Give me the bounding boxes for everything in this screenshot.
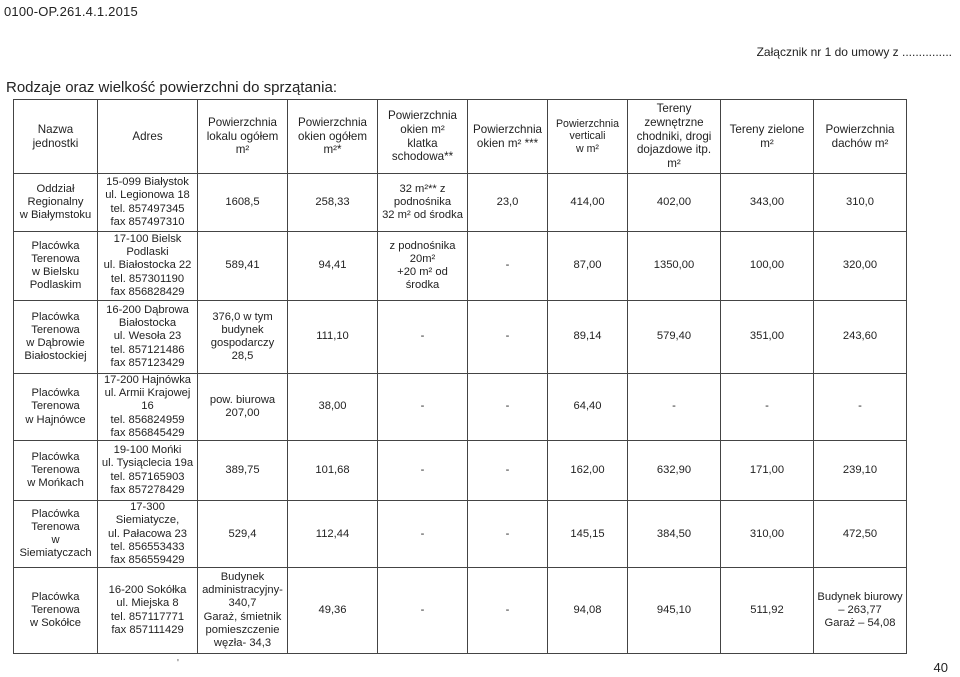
cell-windows-stairs: - xyxy=(378,501,468,568)
cell-verticals: 94,08 xyxy=(548,568,628,654)
cell-windows-stairs: - xyxy=(378,301,468,374)
cell-roofs: 243,60 xyxy=(814,301,907,374)
cell-windows-stairs: - xyxy=(378,441,468,501)
cell-green: 351,00 xyxy=(721,301,814,374)
section-heading: Rodzaje oraz wielkość powierzchni do sprzątania: xyxy=(6,79,337,96)
cell-outdoor: 632,90 xyxy=(628,441,721,501)
col-header-unit: Nazwa jednostki xyxy=(14,100,98,174)
cell-unit: Oddział Regionalny w Białymstoku xyxy=(14,174,98,232)
cell-windows-total: 49,36 xyxy=(288,568,378,654)
cell-windows-total: 112,44 xyxy=(288,501,378,568)
cell-windows-total: 38,00 xyxy=(288,374,378,441)
cell-windows-total: 258,33 xyxy=(288,174,378,232)
cell-windows: - xyxy=(468,501,548,568)
col-header-outdoor: Tereny zewnętrzne chodniki, drogi dojazdowe itp. m² xyxy=(628,100,721,174)
cell-area-total: 389,75 xyxy=(198,441,288,501)
table-row xyxy=(14,232,907,301)
col-header-roofs: Powierzchnia dachów m² xyxy=(814,100,907,174)
cell-address: 16-200 Sokółka ul. Miejska 8 tel. 857117771 fax 857111429 xyxy=(98,568,198,654)
cell-outdoor: - xyxy=(628,374,721,441)
cell-address: 16-200 Dąbrowa Białostocka ul. Wesoła 23 tel. 857121486 fax 857123429 xyxy=(98,301,198,374)
col-header-verticals: Powierzchnia verticali w m² xyxy=(548,100,628,174)
page-number: 40 xyxy=(933,660,948,675)
col-header-address: Adres xyxy=(98,100,198,174)
cell-windows-total: 94,41 xyxy=(288,232,378,301)
cell-unit: Placówka Terenowa w Hajnówce xyxy=(14,374,98,441)
cell-address: 17-100 Bielsk Podlaski ul. Białostocka 22 tel. 857301190 fax 856828429 xyxy=(98,232,198,301)
cell-windows: - xyxy=(468,232,548,301)
cell-address: 19-100 Mońki ul. Tysiąclecia 19a tel. 857165903 fax 857278429 xyxy=(98,441,198,501)
cell-windows-stairs: 32 m²** z podnośnika 32 m² od środka xyxy=(378,174,468,232)
cell-roofs: - xyxy=(814,374,907,441)
cell-outdoor: 1350,00 xyxy=(628,232,721,301)
col-header-windows-stairs: Powierzchnia okien m² klatka schodowa** xyxy=(378,100,468,174)
cell-windows: - xyxy=(468,568,548,654)
cell-address: 15-099 Białystok ul. Legionowa 18 tel. 857497345 fax 857497310 xyxy=(98,174,198,232)
cell-windows: - xyxy=(468,441,548,501)
cell-verticals: 64,40 xyxy=(548,374,628,441)
annex-label: Załącznik nr 1 do umowy z ............... xyxy=(756,45,952,59)
cell-roofs: 239,10 xyxy=(814,441,907,501)
cell-unit: Placówka Terenowa w Siemiatyczach xyxy=(14,501,98,568)
table-row xyxy=(14,374,907,441)
cell-verticals: 89,14 xyxy=(548,301,628,374)
cell-roofs: 472,50 xyxy=(814,501,907,568)
col-header-green: Tereny zielone m² xyxy=(721,100,814,174)
header-row xyxy=(14,100,907,174)
cell-green: - xyxy=(721,374,814,441)
cell-area-total: Budynek administracyjny- 340,7 Garaż, śmietnik pomieszczenie węzła- 34,3 xyxy=(198,568,288,654)
cell-windows-total: 101,68 xyxy=(288,441,378,501)
col-header-area-total: Powierzchnia lokalu ogółem m² xyxy=(198,100,288,174)
cell-area-total: 529,4 xyxy=(198,501,288,568)
cell-outdoor: 402,00 xyxy=(628,174,721,232)
cell-verticals: 145,15 xyxy=(548,501,628,568)
cell-green: 100,00 xyxy=(721,232,814,301)
cell-unit: Placówka Terenowa w Mońkach xyxy=(14,441,98,501)
cell-unit: Placówka Terenowa w Sokółce xyxy=(14,568,98,654)
cell-windows-stairs: - xyxy=(378,374,468,441)
cell-area-total: 1608,5 xyxy=(198,174,288,232)
cell-roofs: Budynek biurowy – 263,77 Garaż – 54,08 xyxy=(814,568,907,654)
cell-outdoor: 945,10 xyxy=(628,568,721,654)
cell-verticals: 414,00 xyxy=(548,174,628,232)
cell-area-total: 589,41 xyxy=(198,232,288,301)
cell-verticals: 162,00 xyxy=(548,441,628,501)
table-row xyxy=(14,441,907,501)
cell-windows-total: 111,10 xyxy=(288,301,378,374)
cell-windows-stairs: z podnośnika 20m² +20 m² od środka xyxy=(378,232,468,301)
col-header-windows: Powierzchnia okien m² *** xyxy=(468,100,548,174)
table-row xyxy=(14,568,907,654)
cell-roofs: 320,00 xyxy=(814,232,907,301)
cell-windows: - xyxy=(468,301,548,374)
table-row xyxy=(14,501,907,568)
cell-area-total: pow. biurowa 207,00 xyxy=(198,374,288,441)
cell-address: 17-300 Siemiatycze, ul. Pałacowa 23 tel. 856553433 fax 856559429 xyxy=(98,501,198,568)
cell-green: 343,00 xyxy=(721,174,814,232)
cell-unit: Placówka Terenowa w Dąbrowie Białostockiej xyxy=(14,301,98,374)
cell-outdoor: 579,40 xyxy=(628,301,721,374)
cell-area-total: 376,0 w tym budynek gospodarczy 28,5 xyxy=(198,301,288,374)
stray-mark: ' xyxy=(177,658,179,669)
cell-green: 310,00 xyxy=(721,501,814,568)
cell-windows-stairs: - xyxy=(378,568,468,654)
cell-address: 17-200 Hajnówka ul. Armii Krajowej 16 tel. 856824959 fax 856845429 xyxy=(98,374,198,441)
cell-windows: 23,0 xyxy=(468,174,548,232)
table-row xyxy=(14,301,907,374)
cell-windows: - xyxy=(468,374,548,441)
table-row xyxy=(14,174,907,232)
document-id: 0100-OP.261.4.1.2015 xyxy=(4,4,138,19)
cell-outdoor: 384,50 xyxy=(628,501,721,568)
cell-green: 171,00 xyxy=(721,441,814,501)
cleaning-areas-table xyxy=(13,99,907,654)
col-header-windows-total: Powierzchnia okien ogółem m²* xyxy=(288,100,378,174)
cell-verticals: 87,00 xyxy=(548,232,628,301)
cell-green: 511,92 xyxy=(721,568,814,654)
cell-roofs: 310,0 xyxy=(814,174,907,232)
cell-unit: Placówka Terenowa w Bielsku Podlaskim xyxy=(14,232,98,301)
